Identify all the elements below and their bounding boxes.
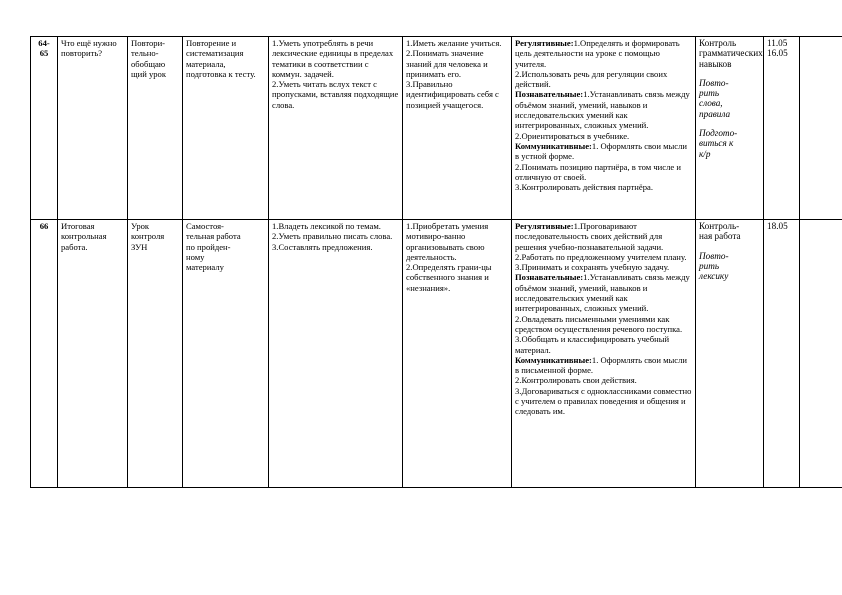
uud-results	[512, 37, 696, 220]
uud-label: Коммуникативные:	[515, 140, 592, 151]
table-row	[31, 220, 842, 488]
list-item: 3.Договариваться с одноклассниками совместно с учителем о правилах поведения и общения и следовать им.	[515, 385, 692, 417]
list-item: 3.Принимать и сохранять учебную задачу.	[515, 262, 670, 273]
control-form	[696, 37, 764, 220]
list-item: Коммуникативные:1. Оформлять свои мысли в письменной форме.	[515, 354, 687, 376]
homework-item: Подгото- виться к к/р	[699, 128, 738, 159]
control-label: Контроль грамматических навыков	[699, 38, 763, 69]
list-item: 1.Иметь желание учиться.	[406, 38, 502, 48]
list-item: 2.Использовать речь для регуляции своих действий.	[515, 68, 668, 90]
date: 16.05	[767, 48, 788, 59]
list-item: 3.Составлять предложения.	[272, 241, 373, 252]
list-item: 2.Определять грани-цы собственного знания и «незнания».	[406, 262, 492, 293]
list-item: 2.Понимать значение знаний для человека и принимать его.	[406, 48, 488, 79]
list-item: 2.Ориентироваться в учебнике.	[515, 130, 630, 141]
control-label: Контроль- ная работа	[699, 221, 741, 242]
blank-cell	[800, 37, 842, 220]
personal-results	[403, 220, 512, 488]
list-item: 3.Обобщать и классифицировать учебный материал.	[515, 334, 670, 355]
uud-label: Регулятивные:	[515, 221, 574, 231]
lesson-number: 64- 65	[31, 37, 58, 220]
list-item: Познавательные:1.Устанавливать связь между объёмом знаний, умений, навыков и исследовательских умений как интегрированных, сложных умений.	[515, 272, 690, 314]
list-item: 3.Контролировать действия партнёра.	[515, 182, 653, 193]
list-item: 1.Владеть лексикой по темам.	[272, 221, 381, 231]
uud-label: Познавательные:	[515, 272, 584, 283]
list-item: 1.Уметь употреблять в речи лексические единицы в пределах тематики в соответствии с коммун. задачей.	[272, 38, 394, 79]
control-form	[696, 220, 764, 488]
lesson-number: 66	[31, 220, 58, 488]
list-item: 1.Приобретать умения мотивиро-ванно организовывать свою деятельность.	[406, 221, 489, 262]
list-item: Регулятивные:1.Определять и формировать цель деятельности на уроке с помощью учителя.	[515, 38, 680, 69]
list-item: 2.Овладевать письменными умениями как средством осуществления речевого поступка.	[515, 313, 683, 334]
list-item: Познавательные:1.Устанавливать связь между объёмом знаний, умений, навыков и исследовательских умений как интегрированных, сложных умений.	[515, 89, 690, 131]
lesson-topic: Что ещё нужно повторить?	[58, 37, 128, 220]
subject-results	[269, 220, 403, 488]
blank-cell	[800, 220, 842, 488]
date: 18.05	[767, 221, 788, 231]
date: 11.05	[767, 38, 788, 48]
subject-results	[269, 37, 403, 220]
personal-results	[403, 37, 512, 220]
list-item: 2.Работать по предложенному учителем плану.	[515, 251, 687, 262]
lesson-type: Повтори- тельно- обобщаю щий урок	[128, 37, 183, 220]
lesson-topic: Итоговая контрольная работа.	[58, 220, 128, 488]
list-item: Коммуникативные:1. Оформлять свои мысли в устной форме.	[515, 140, 687, 162]
list-item: 2.Уметь правильно писать слова.	[272, 231, 393, 242]
activity-type: Самостоя- тельная работа по пройден- ному материалу	[183, 220, 269, 488]
uud-label: Регулятивные:	[515, 38, 574, 48]
list-item: Регулятивные:1.Проговаривают последовательность своих действий для решения учебно-познавательной задачи.	[515, 221, 664, 252]
lesson-dates	[764, 37, 800, 220]
lesson-plan-table	[30, 36, 842, 488]
homework-item: Повто- рить лексику	[699, 250, 729, 282]
uud-label: Познавательные:	[515, 89, 584, 100]
list-item: 3.Правильно идентифицировать себя с позицией учащегося.	[406, 79, 499, 110]
table-row	[31, 37, 842, 220]
uud-results	[512, 220, 696, 488]
homework-item: Повто- рить слова, правила	[699, 77, 731, 119]
uud-label: Коммуникативные:	[515, 354, 592, 365]
lesson-type: Урок контроля ЗУН	[128, 220, 183, 488]
lesson-dates	[764, 220, 800, 488]
list-item: 2.Уметь читать вслух текст с пропусками, вставляя подходящие слова.	[272, 79, 399, 110]
list-item: 2.Контролировать свои действия.	[515, 375, 637, 386]
list-item: 2.Понимать позицию партнёра, в том числе и отличную от своей.	[515, 161, 681, 182]
activity-type: Повторение и систематизация материала, подготовка к тесту.	[183, 37, 269, 220]
